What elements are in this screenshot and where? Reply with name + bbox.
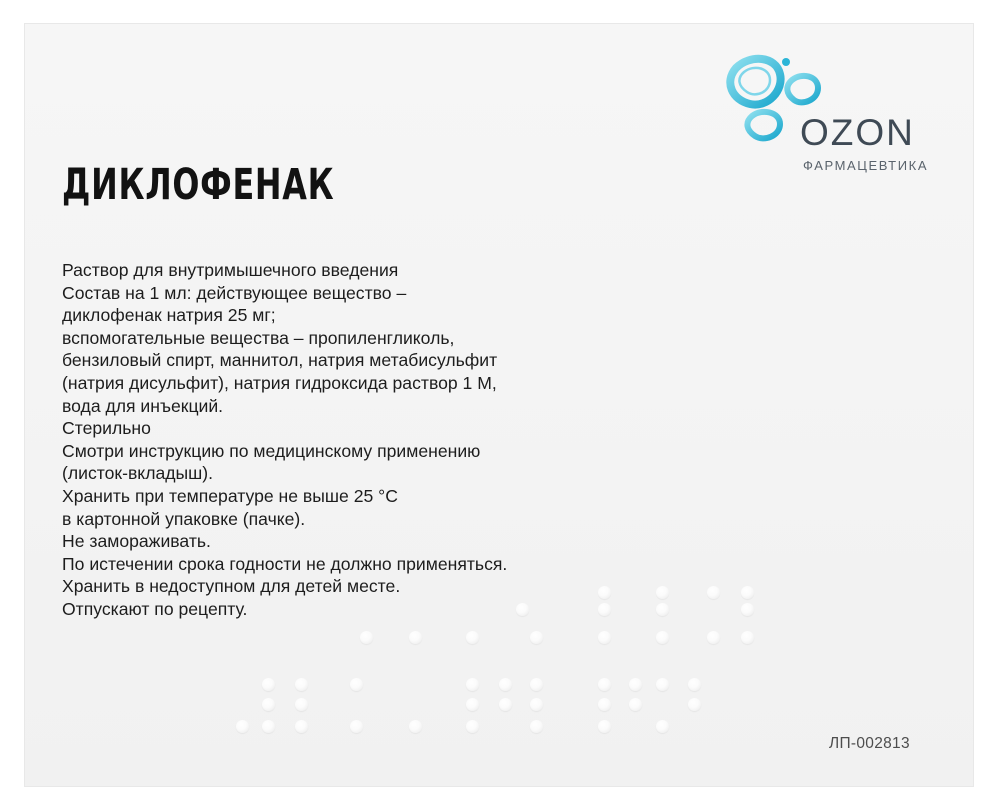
description-line: Хранить при температуре не выше 25 °С [62, 485, 398, 506]
braille-dot [262, 678, 275, 691]
description-line: в картонной упаковке (пачке). [62, 508, 306, 529]
description-line: вода для инъекций. [62, 395, 224, 416]
braille-dot [295, 720, 308, 733]
description-line: По истечении срока годности не должно применяться. [62, 553, 508, 574]
braille-dot [598, 603, 611, 616]
braille-dot [656, 603, 669, 616]
description-line: Отпускают по рецепту. [62, 598, 248, 619]
braille-dot [629, 698, 642, 711]
braille-dot [499, 678, 512, 691]
braille-dot [409, 631, 422, 644]
brand-name: OZON [800, 112, 915, 153]
braille-dot [262, 698, 275, 711]
braille-dot [360, 631, 373, 644]
description-line: вспомогательные вещества – пропиленгликоль, [62, 327, 455, 348]
braille-dot [656, 678, 669, 691]
braille-dot [409, 720, 422, 733]
braille-dot [707, 631, 720, 644]
braille-dot [530, 631, 543, 644]
braille-dot [466, 698, 479, 711]
braille-dot [598, 678, 611, 691]
product-title: ДИКЛОФЕНАК [62, 160, 335, 210]
braille-dot [350, 720, 363, 733]
braille-dot [688, 698, 701, 711]
braille-dot [741, 631, 754, 644]
braille-dot [516, 603, 529, 616]
braille-dot [688, 678, 701, 691]
braille-dot [656, 631, 669, 644]
braille-dot [236, 720, 249, 733]
description-line: Хранить в недоступном для детей месте. [62, 576, 401, 597]
description-line: диклофенак натрия 25 мг; [62, 305, 276, 326]
registration-number: ЛП-002813 [829, 735, 910, 752]
braille-dot [741, 603, 754, 616]
braille-dot [656, 720, 669, 733]
braille-dot [262, 720, 275, 733]
description-line: Смотри инструкцию по медицинскому применению [62, 440, 481, 461]
braille-dot [598, 586, 611, 599]
braille-dot [466, 631, 479, 644]
description-line: Не замораживать. [62, 531, 211, 552]
braille-dot [295, 678, 308, 691]
braille-dot [530, 720, 543, 733]
product-description [62, 259, 507, 621]
description-line: Состав на 1 мл: действующее вещество – [62, 282, 407, 303]
ozon-logo [722, 50, 952, 180]
braille-dot [530, 698, 543, 711]
braille-dot [707, 586, 720, 599]
braille-dot [598, 720, 611, 733]
braille-dot [741, 586, 754, 599]
braille-dot [466, 720, 479, 733]
braille-dot [499, 698, 512, 711]
description-line: Раствор для внутримышечного введения [62, 260, 399, 280]
braille-dot [656, 586, 669, 599]
braille-dot [295, 698, 308, 711]
description-line: Стерильно [62, 418, 151, 439]
braille-dot [350, 678, 363, 691]
description-line: бензиловый спирт, маннитол, натрия метабисульфит [62, 350, 498, 371]
braille-dot [598, 631, 611, 644]
description-line: (листок-вкладыш). [62, 463, 214, 484]
braille-dot [530, 678, 543, 691]
braille-dot [598, 698, 611, 711]
braille-dot [629, 678, 642, 691]
braille-dot [466, 678, 479, 691]
description-line: (натрия дисульфит), натрия гидроксида раствор 1 М, [62, 372, 497, 393]
brand-subtitle: ФАРМАЦЕВТИКА [803, 158, 929, 173]
